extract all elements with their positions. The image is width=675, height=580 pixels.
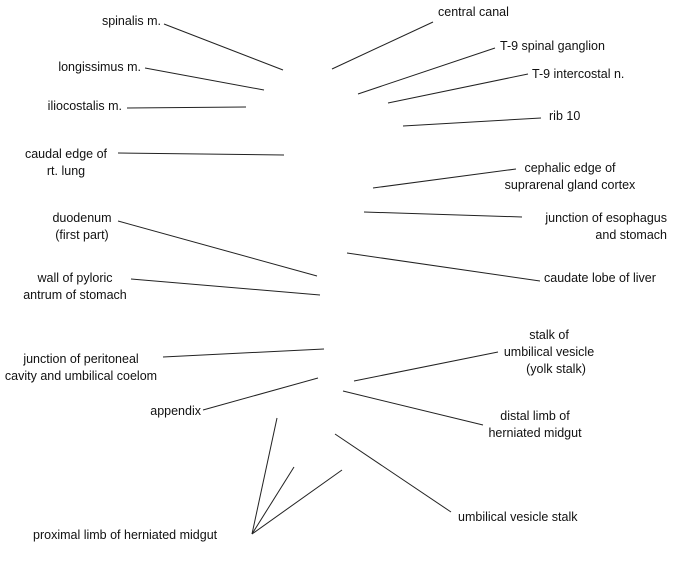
leader-distal-limb bbox=[343, 391, 483, 425]
label-suprarenal bbox=[488, 160, 652, 194]
label-esophagus bbox=[545, 210, 667, 244]
label-spinalis-line: spinalis m. bbox=[101, 14, 161, 28]
label-duodenum-line1: duodenum bbox=[52, 211, 112, 225]
label-umbilical-stalk-line: umbilical vesicle stalk bbox=[458, 510, 578, 524]
label-caudate-line: caudate lobe of liver bbox=[544, 271, 656, 285]
label-peritoneal-line2: cavity and umbilical coelom bbox=[4, 369, 158, 383]
leader-iliocostalis bbox=[127, 107, 246, 108]
leader-spinal-ganglion bbox=[358, 48, 495, 94]
label-peritoneal-line1: junction of peritoneal bbox=[23, 352, 139, 366]
leader-intercostal bbox=[388, 74, 528, 103]
label-longissimus-line: longissimus m. bbox=[58, 60, 141, 74]
label-distal-limb-line2: herniated midgut bbox=[488, 426, 582, 440]
label-intercostal-line: T-9 intercostal n. bbox=[532, 67, 625, 81]
label-peritoneal bbox=[0, 351, 162, 385]
label-esophagus-line1: junction of esophagus bbox=[545, 211, 667, 225]
label-pyloric-line2: antrum of stomach bbox=[23, 288, 127, 302]
label-spinal-ganglion bbox=[500, 38, 605, 55]
label-distal-limb bbox=[478, 408, 592, 442]
label-pyloric-line1: wall of pyloric bbox=[37, 271, 113, 285]
leader-spinalis bbox=[164, 24, 283, 70]
label-umbilical-vesicle-line1: stalk of bbox=[529, 328, 569, 342]
label-rib10 bbox=[549, 108, 580, 125]
leader-rib10 bbox=[403, 118, 541, 126]
label-appendix-line: appendix bbox=[150, 404, 201, 418]
label-iliocostalis-line: iliocostalis m. bbox=[47, 99, 122, 113]
label-caudate bbox=[544, 270, 656, 287]
label-umbilical-vesicle-line3: (yolk stalk) bbox=[526, 362, 586, 376]
leader-appendix bbox=[203, 378, 318, 410]
label-umbilical-vesicle bbox=[488, 327, 610, 378]
leader-proximal-limb-1 bbox=[252, 418, 277, 534]
label-caudal-lung-line2: rt. lung bbox=[46, 164, 86, 178]
label-caudal-lung-line1: caudal edge of bbox=[24, 147, 107, 161]
label-suprarenal-line1: cephalic edge of bbox=[524, 161, 616, 175]
label-duodenum-line2: (first part) bbox=[55, 228, 109, 242]
label-distal-limb-line1: distal limb of bbox=[500, 409, 570, 423]
label-duodenum bbox=[30, 210, 134, 244]
leader-central-canal bbox=[332, 22, 433, 69]
label-appendix bbox=[150, 403, 201, 420]
leader-caudate bbox=[347, 253, 540, 281]
leader-pyloric bbox=[131, 279, 320, 295]
label-rib10-line: rib 10 bbox=[549, 109, 581, 123]
label-proximal-limb bbox=[33, 527, 217, 544]
label-iliocostalis bbox=[48, 98, 122, 115]
leader-longissimus bbox=[145, 68, 264, 90]
label-umbilical-stalk bbox=[458, 509, 577, 526]
label-central-canal-line: central canal bbox=[438, 5, 509, 19]
label-intercostal bbox=[532, 66, 624, 83]
leader-proximal-limb-2 bbox=[252, 467, 294, 534]
label-spinal-ganglion-line: T-9 spinal ganglion bbox=[500, 39, 605, 53]
label-suprarenal-line2: suprarenal gland cortex bbox=[504, 178, 636, 192]
leader-duodenum bbox=[118, 221, 317, 276]
label-esophagus-line2: and stomach bbox=[595, 228, 667, 242]
label-central-canal bbox=[438, 4, 509, 21]
leader-peritoneal bbox=[163, 349, 324, 357]
leader-proximal-limb-3 bbox=[252, 470, 342, 534]
label-longissimus bbox=[58, 59, 141, 76]
leader-caudal-lung bbox=[118, 153, 284, 155]
label-umbilical-vesicle-line2: umbilical vesicle bbox=[503, 345, 595, 359]
label-pyloric bbox=[8, 270, 142, 304]
label-spinalis bbox=[102, 13, 161, 30]
label-caudal-lung bbox=[16, 146, 116, 180]
leader-umbilical-stalk bbox=[335, 434, 451, 512]
label-proximal-limb-line: proximal limb of herniated midgut bbox=[33, 528, 218, 542]
leader-esophagus bbox=[364, 212, 522, 217]
leader-umbilical-vesicle bbox=[354, 352, 498, 381]
